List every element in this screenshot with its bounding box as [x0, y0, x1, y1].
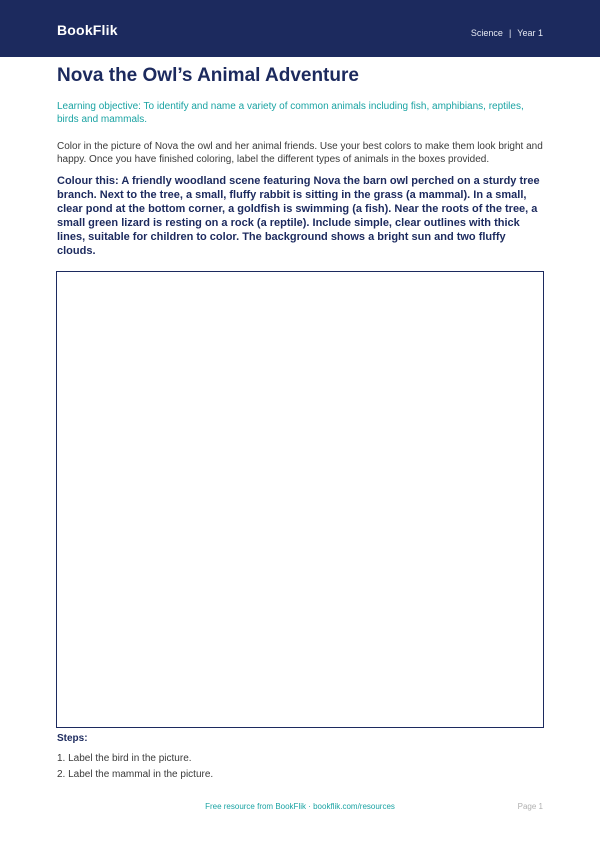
- learning-objective: Learning objective: To identify and name a variety of common animals including fish, amphibians, reptiles, birds and mammals.: [57, 101, 524, 125]
- brand-logo: BookFlik: [57, 22, 118, 38]
- footer-source: Free resource from BookFlik · bookflik.com/resources: [205, 802, 395, 811]
- page-number: Page 1: [517, 802, 543, 811]
- page-header: [0, 0, 600, 57]
- subject-year: [471, 28, 543, 39]
- steps-list: [57, 751, 213, 783]
- intro-text: Color in the picture of Nova the owl and her animal friends. Use your best colors to make them look bright and happy. Once you have finished coloring, label the different types of animals in the boxes provided.: [57, 141, 543, 165]
- colour-this-description: Colour this: A friendly woodland scene featuring Nova the barn owl perched on a sturdy tree branch. Next to the tree, a small, fluffy rabbit is sitting in the grass (a mammal). In a small, clear pond at the bottom corner, a goldfish is swimming (a fish). Near the roots of the tree, a small green lizard is resting on a rock (a reptile). Include simple, clear outlines with thick lines, suitable for children to color. The background shows a bright sun and two fluffy clouds.: [57, 175, 540, 257]
- meta-separator: |: [508, 28, 512, 38]
- page-title: Nova the Owl’s Animal Adventure: [57, 65, 359, 86]
- year-label: Year 1: [517, 28, 543, 38]
- steps-heading: Steps:: [57, 733, 88, 744]
- step-item: 2. Label the mammal in the picture.: [57, 769, 214, 780]
- step-item: 1. Label the bird in the picture.: [57, 753, 192, 764]
- coloring-area: [56, 271, 544, 728]
- subject-label: Science: [470, 28, 503, 38]
